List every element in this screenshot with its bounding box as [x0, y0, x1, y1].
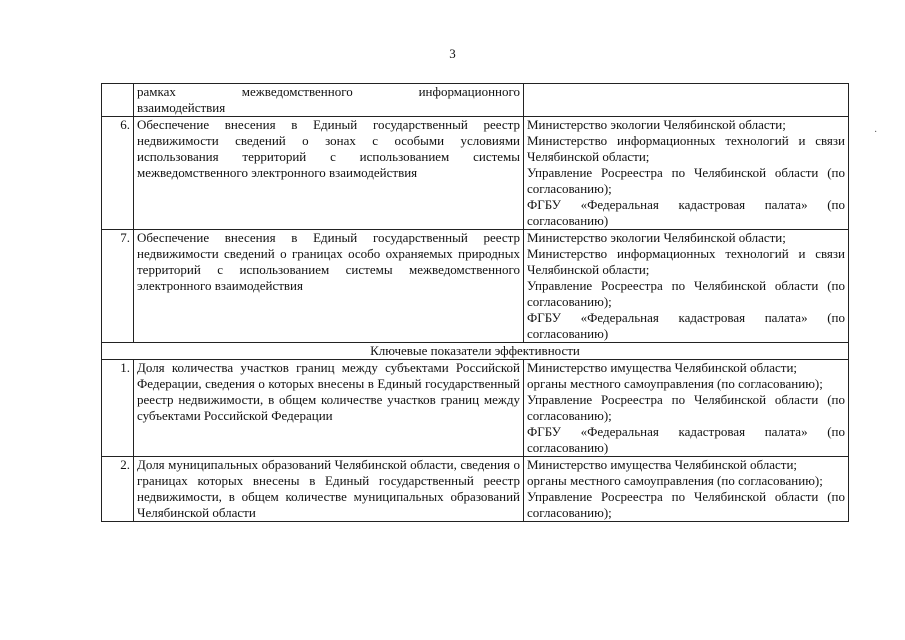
responsible-bodies	[524, 117, 849, 230]
row-number: 2.	[102, 457, 134, 522]
table-row	[102, 117, 849, 230]
kpi-description: Доля количества участков границ между субъектами Российской Федерации, сведения о которых внесены в Единый государственный реестр недвижимости, в общем количестве участков границ между субъектами Российской Федерации	[134, 360, 524, 457]
kpi-description: Доля муниципальных образований Челябинской области, сведения о границах которых внесены в Единый государственный реестр недвижимости, в общем количестве муниципальных образований Челябинской области	[134, 457, 524, 522]
responsible-body: Управление Росреестра по Челябинской области (по согласованию);	[527, 278, 845, 309]
responsible-body: Министерство имущества Челябинской области;	[527, 457, 798, 472]
scan-mark: ·	[874, 127, 878, 138]
row-number: 1.	[102, 360, 134, 457]
measure-description: Обеспечение внесения в Единый государственный реестр недвижимости сведений о границах особо охраняемых природных территорий с использованием системы межведомственного электронного взаимодействия	[134, 230, 524, 343]
table-row	[102, 360, 849, 457]
responsible-bodies	[524, 230, 849, 343]
measure-description-line: взаимодействия	[137, 100, 226, 115]
page-number: 3	[449, 46, 456, 61]
responsible-body: Министерство экологии Челябинской области;	[527, 230, 786, 245]
table-row	[102, 230, 849, 343]
responsible-body: Управление Росреестра по Челябинской области (по согласованию);	[527, 165, 845, 196]
section-header-row	[102, 343, 849, 360]
responsible-body: органы местного самоуправления (по согласованию);	[527, 473, 823, 488]
measure-description	[134, 84, 524, 117]
measure-description-line: рамках межведомственного информационного	[137, 84, 520, 99]
responsible-bodies	[524, 84, 849, 117]
responsible-body: ФГБУ «Федеральная кадастровая палата» (по согласованию)	[527, 310, 845, 341]
responsible-body: Министерство информационных технологий и связи Челябинской области;	[527, 246, 845, 277]
responsible-body: Министерство экологии Челябинской области;	[527, 117, 786, 132]
table-row	[102, 457, 849, 522]
responsible-bodies	[524, 457, 849, 522]
row-number: 7.	[102, 230, 134, 343]
responsible-body: ФГБУ «Федеральная кадастровая палата» (по согласованию)	[527, 197, 845, 228]
measures-table	[101, 83, 849, 522]
responsible-body: Управление Росреестра по Челябинской области (по согласованию);	[527, 489, 845, 520]
responsible-body: ФГБУ «Федеральная кадастровая палата» (по согласованию)	[527, 424, 845, 455]
responsible-body: Министерство информационных технологий и связи Челябинской области;	[527, 133, 845, 164]
row-number	[102, 84, 134, 117]
responsible-bodies	[524, 360, 849, 457]
row-number: 6.	[102, 117, 134, 230]
responsible-body: Управление Росреестра по Челябинской области (по согласованию);	[527, 392, 845, 423]
responsible-body: Министерство имущества Челябинской области;	[527, 360, 798, 375]
section-title: Ключевые показатели эффективности	[102, 343, 849, 360]
responsible-body: органы местного самоуправления (по согласованию);	[527, 376, 823, 391]
measure-description: Обеспечение внесения в Единый государственный реестр недвижимости сведений о зонах с особыми условиями использования территорий с использованием системы межведомственного электронного взаимодействия	[134, 117, 524, 230]
table-row	[102, 84, 849, 117]
